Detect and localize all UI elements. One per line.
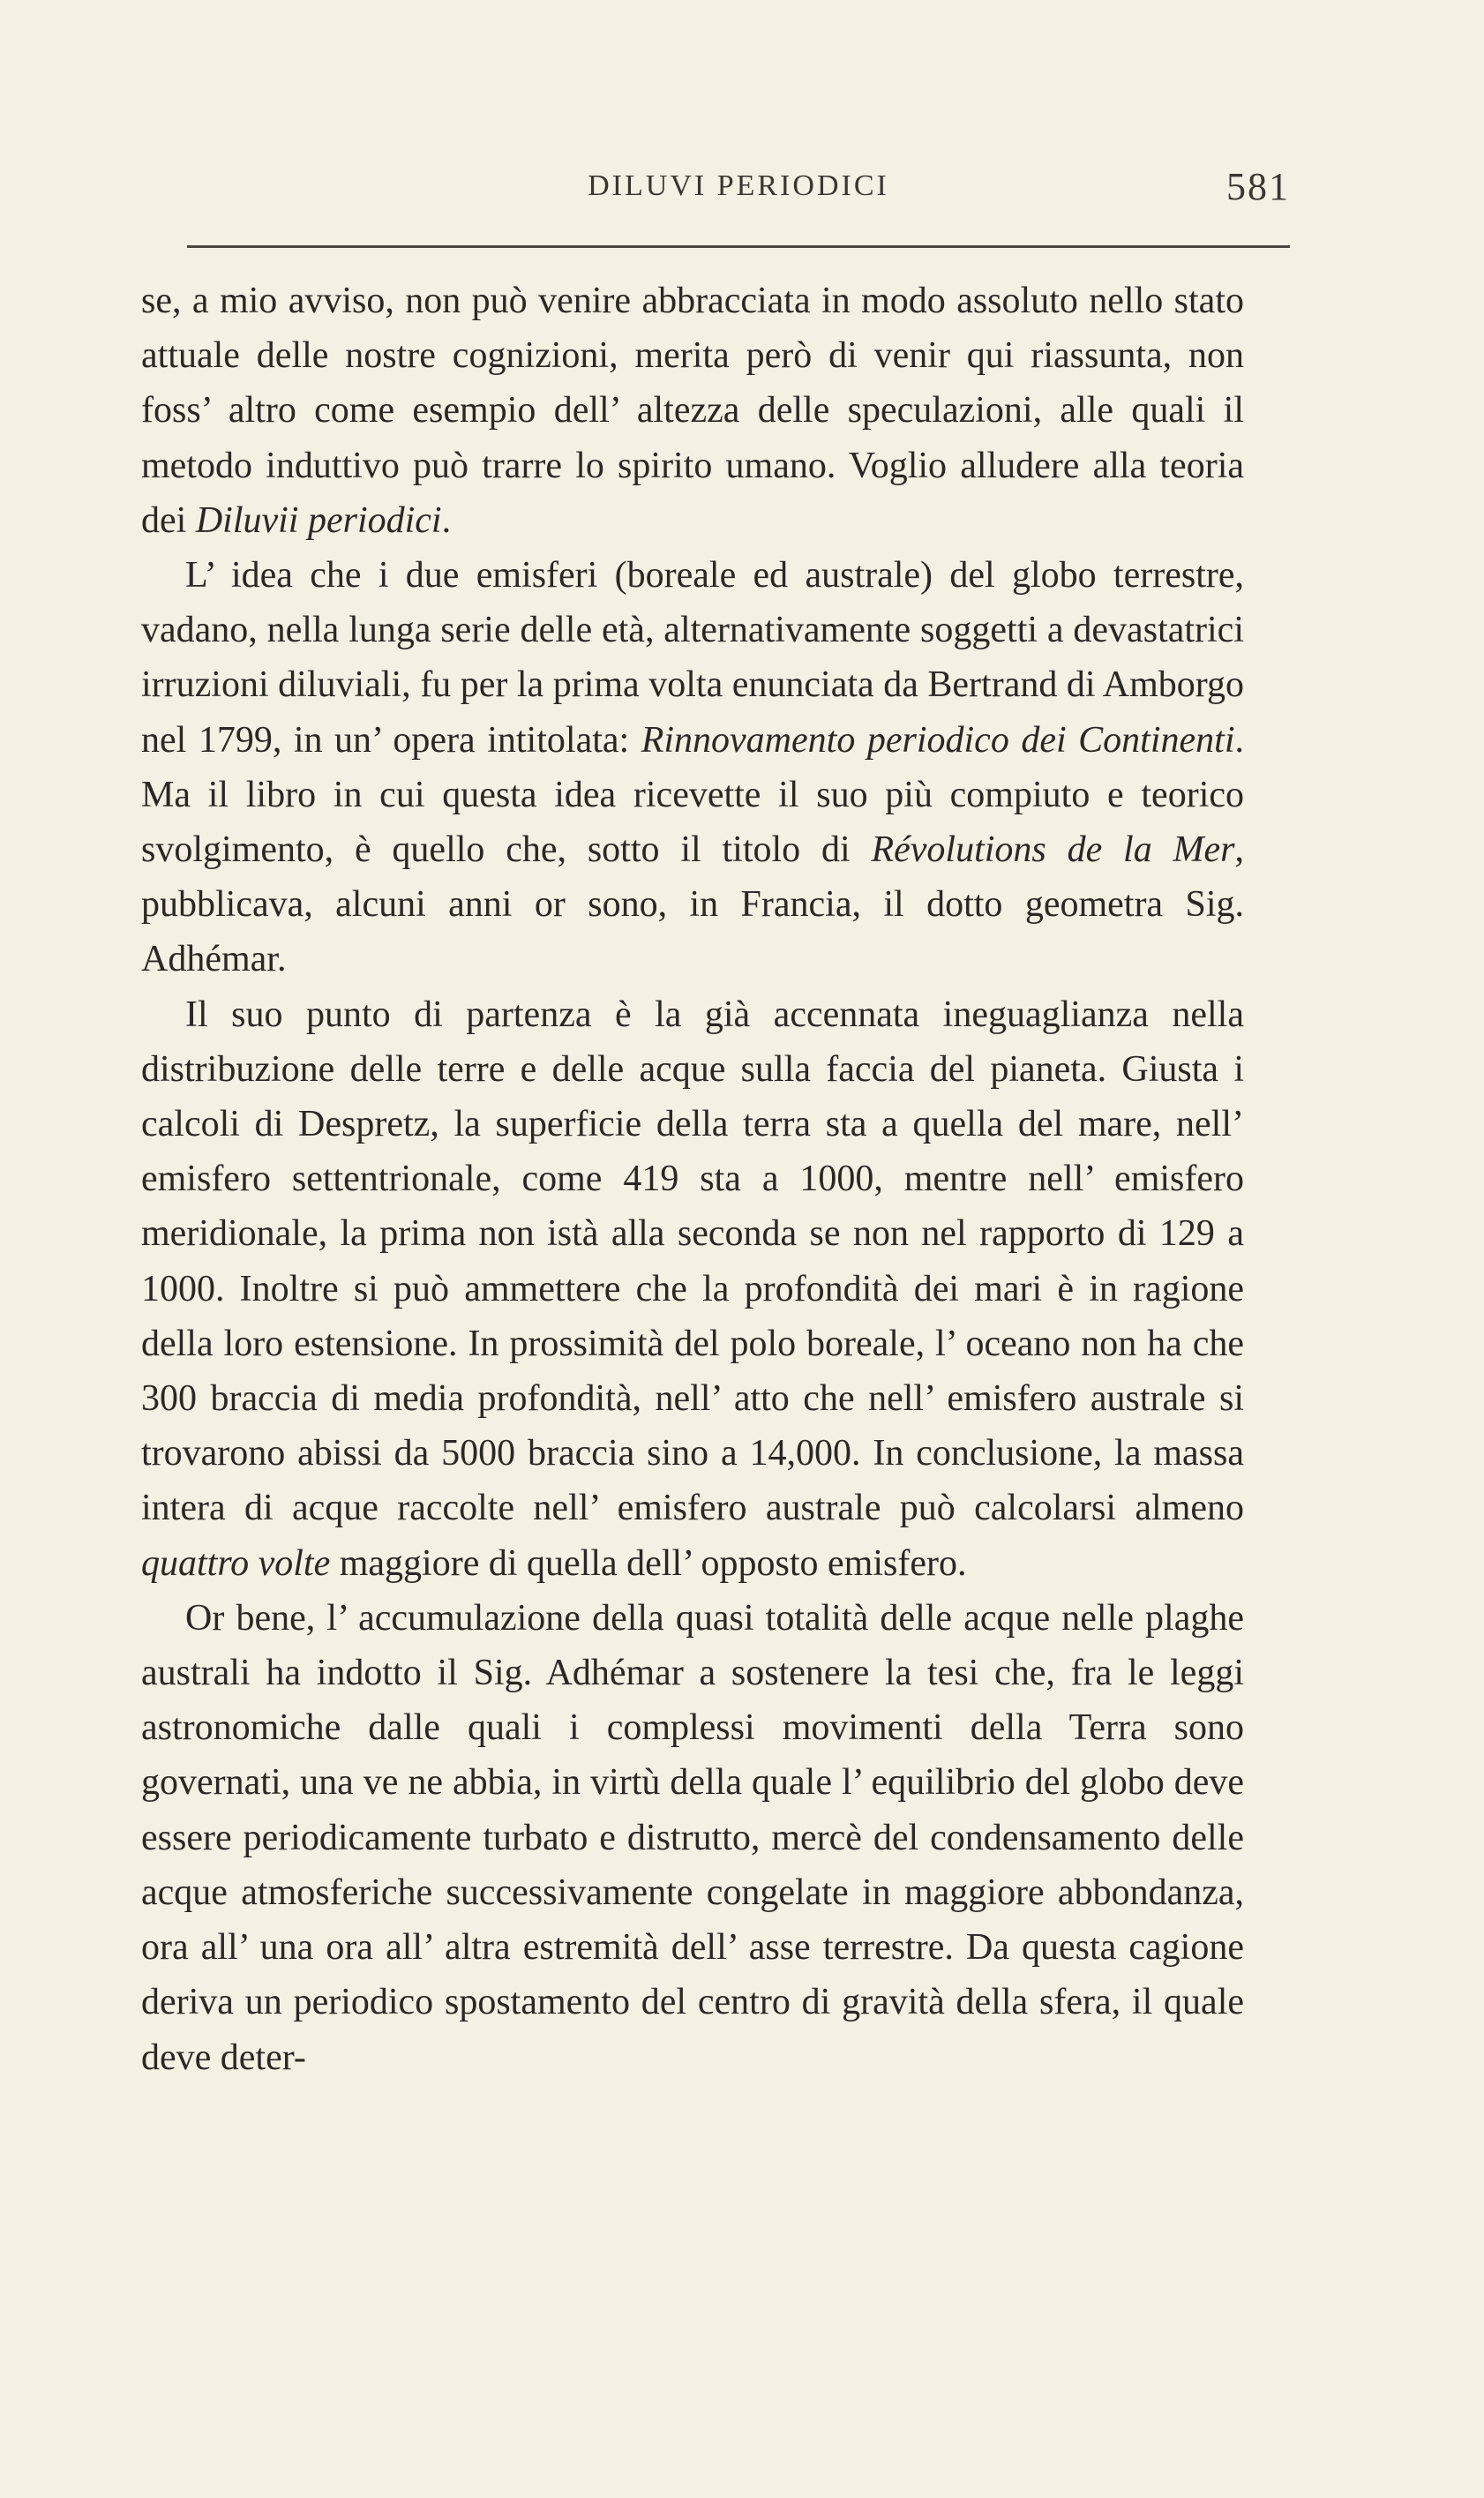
- paragraph-1: [141, 274, 1244, 548]
- text-span: se, a mio avviso, non può venire abbracciata in modo assoluto nello stato attuale delle nostre cognizioni, merita però di venir qui riassunta, non foss’ altro come esempio dell’ altezza delle speculazioni, alle quali il metodo induttivo può trarre lo spirito umano. Voglio alludere alla teoria dei: [141, 281, 1244, 541]
- paragraph-3: [141, 987, 1244, 1591]
- running-title: DILUVI PERIODICI: [588, 169, 889, 202]
- text-span: Or bene, l’ accumulazione della quasi totalità delle acque nelle plaghe australi ha indotto il Sig. Adhémar a sostenere la tesi che, fra le leggi astronomiche dalle quali i complessi movimenti della Terra sono governati, una ve ne abbia, in virtù della quale l’ equilibrio del globo deve essere periodicamente turbato e distrutto, mercè del condensamento delle acque atmosferiche successivamente congelate in maggiore abbondanza, ora all’ una ora all’ altra estremità dell’ asse terrestre. Da questa cagione deriva un periodico spostamento del centro di gravità della sfera, il quale deve deter-: [141, 1597, 1244, 2078]
- text-span: .: [441, 499, 452, 541]
- italic-title-rinnovamento: Rinnovamento periodico dei Continenti: [641, 719, 1235, 761]
- body-text: [141, 274, 1244, 2085]
- paragraph-4: [141, 1591, 1244, 2085]
- italic-title-revolutions: Révolutions de la Mer: [871, 829, 1235, 871]
- text-span: Il suo punto di partenza è la già accennata ineguaglianza nella distribuzione delle terre e delle acque sulla faccia del pianeta. Giusta i calcoli di Despretz, la superficie della terra sta a quella del mare, nell’ emisfero settentrionale, come 419 sta a 1000, mentre nell’ emisfero meridionale, la prima non istà alla seconda se non nel rapporto di 129 a 1000. Inoltre si può ammettere che la profondità dei mari è in ragione della loro estensione. In prossimità del polo boreale, l’ oceano non ha che 300 braccia di media profondità, nell’ atto che nell’ emisfero australe si trovarono abissi da 5000 braccia sino a 14,000. In conclusione, la massa intera di acque raccolte nell’ emisfero australe può calcolarsi almeno: [141, 994, 1244, 1529]
- text-span: , pubblicava, alcuni anni or sono, in Francia, il dotto geometra Sig. Adhémar.: [141, 829, 1244, 980]
- italic-emphasis-quattro-volte: quattro volte: [141, 1542, 331, 1584]
- text-span: . Ma il libro in cui questa idea ricevette il suo più compiuto e teorico svolgimento, è quello che, sotto il titolo di: [141, 719, 1244, 871]
- page-number: 581: [1226, 165, 1290, 208]
- paragraph-2: [141, 548, 1244, 987]
- running-head: [187, 165, 1290, 222]
- text-span: maggiore di quella dell’ opposto emisfero.: [330, 1542, 967, 1584]
- header-rule: [187, 245, 1290, 248]
- italic-title-diluvii-periodici: Diluvii periodici: [195, 499, 442, 541]
- text-span: L’ idea che i due emisferi (boreale ed australe) del globo terrestre, vadano, nella lunga serie delle età, alternativamente soggetti a devastatrici irruzioni diluviali, fu per la prima volta enunciata da Bertrand di Amborgo nel 1799, in un’ opera intitolata:: [141, 555, 1244, 761]
